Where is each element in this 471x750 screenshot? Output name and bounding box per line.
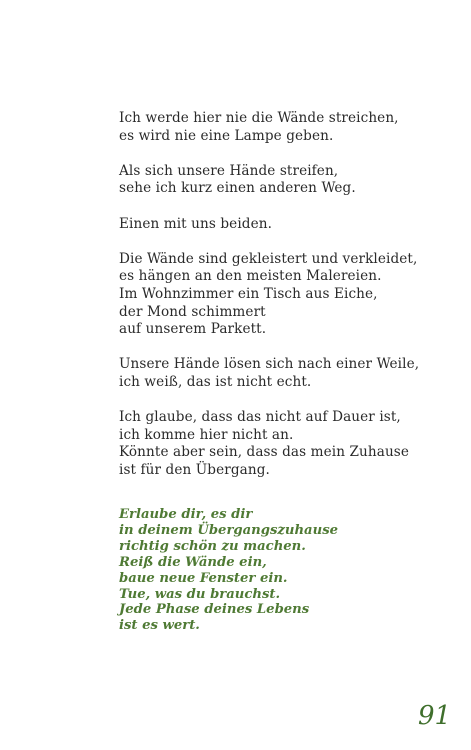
note-line: in deinem Übergangszuhause (119, 522, 339, 538)
highlighted-note (119, 507, 439, 634)
poem-line: auf unserem Parkett. (119, 321, 267, 338)
poem-line: der Mond schimmert (119, 303, 266, 320)
poem-line: Als sich unsere Hände streifen, (119, 162, 339, 179)
poem-line: es wird nie eine Lampe geben. (119, 127, 334, 144)
poem-line: Ich werde hier nie die Wände streichen, (119, 110, 399, 126)
note-line: Tue, was du brauchst. (119, 586, 281, 602)
poem-line: es hängen an den meisten Malereien. (119, 268, 382, 285)
note-line: baue neue Fenster ein. (119, 570, 288, 586)
poem-line: ich weiß, das ist nicht echt. (119, 373, 312, 390)
poem-stanza (119, 251, 439, 339)
poem-line: Unsere Hände lösen sich nach einer Weile, (119, 356, 420, 373)
note-line: Reiß die Wände ein, (119, 554, 267, 570)
poem-line: ich komme hier nicht an. (119, 426, 294, 443)
poem-line: Einen mit uns beiden. (119, 215, 272, 232)
note-line: Jede Phase deines Lebens (119, 602, 310, 618)
poem-line: ist für den Übergang. (119, 461, 270, 478)
poem-line: sehe ich kurz einen anderen Weg. (119, 180, 356, 197)
poem (119, 110, 439, 497)
poem-stanza (119, 216, 439, 234)
poem-line: Könnte aber sein, dass das mein Zuhause (119, 444, 410, 461)
page-number: 91 (418, 701, 452, 731)
note-line: ist es wert. (119, 618, 200, 634)
poem-line: Ich glaube, dass das nicht auf Dauer ist, (119, 409, 401, 426)
poem-line: Die Wände sind gekleistert und verkleidet, (119, 250, 418, 267)
poem-stanza (119, 163, 439, 198)
note-line: richtig schön zu machen. (119, 538, 306, 554)
poem-stanza (119, 356, 439, 391)
note-line: Erlaube dir, es dir (119, 507, 253, 522)
poem-line: Im Wohnzimmer ein Tisch aus Eiche, (119, 285, 378, 302)
poem-stanza (119, 409, 439, 479)
poem-stanza (119, 110, 439, 145)
